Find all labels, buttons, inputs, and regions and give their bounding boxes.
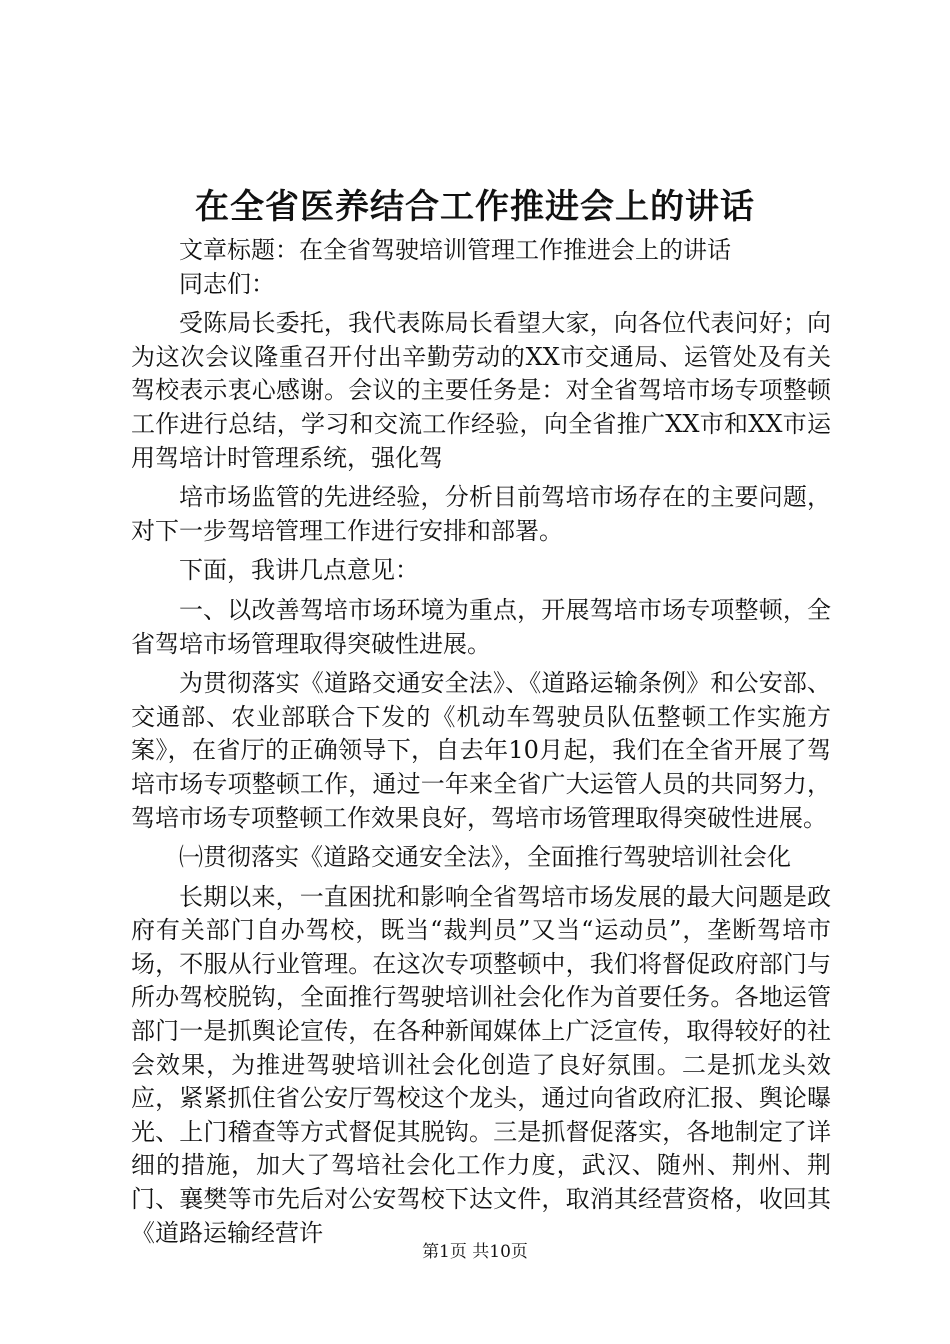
paragraph: 为贯彻落实《道路交通安全法》、《道路运输条例》和公安部、交通部、农业部联合下发的《机动车驾驶员队伍整顿工作实施方案》，在省厅的正确领导下，自去年10月起，我们在全省开展了驾培市场专项整顿工作，通过一年来全省广大运管人员的共同努力，驾培市场专项整顿工作效果良好，驾培市场管理取得突破性进展。: [131, 669, 831, 832]
document-title: 在全省医养结合工作推进会上的讲话: [195, 187, 755, 227]
subsection-heading: ㈠贯彻落实《道路交通安全法》，全面推行驾驶培训社会化: [179, 843, 791, 872]
paragraph: 受陈局长委托，我代表陈局长看望大家，向各位代表问好；向为这次会议隆重召开付出辛勤劳动的XX市交通局、运管处及有关驾校表示衷心感谢。会议的主要任务是：对全省驾培市场专项整顿工作进行总结，学习和交流工作经验，向全省推广XX市和XX市运用驾培计时管理系统，强化驾: [131, 309, 831, 472]
paragraph: 下面，我讲几点意见：: [179, 556, 419, 585]
page-number-footer: 第1页 共10页: [422, 1242, 528, 1262]
paragraph-salutation: 同志们：: [179, 269, 275, 298]
paragraph-article-heading: 文章标题：在全省驾驶培训管理工作推进会上的讲话: [179, 236, 731, 264]
document-body: [131, 234, 831, 1250]
section-heading: 一、以改善驾培市场环境为重点，开展驾培市场专项整顿，全省驾培市场管理取得突破性进展。: [131, 595, 831, 658]
paragraph: 培市场监管的先进经验，分析目前驾培市场存在的主要问题，对下一步驾培管理工作进行安排和部署。: [131, 483, 831, 545]
paragraph: 长期以来，一直困扰和影响全省驾培市场发展的最大问题是政府有关部门自办驾校，既当“裁判员”又当“运动员”，垄断驾培市场，不服从行业管理。在这次专项整顿中，我们将督促政府部门与所办驾校脱钩，全面推行驾驶培训社会化作为首要任务。各地运管部门一是抓舆论宣传，在各种新闻媒体上广泛宣传，取得较好的社会效果，为推进驾驶培训社会化创造了良好氛围。二是抓龙头效应，紧紧抓住省公安厅驾校这个龙头，通过向省政府汇报、舆论曝光、上门稽查等方式督促其脱钩。三是抓督促落实，各地制定了详细的措施，加大了驾培社会化工作力度，武汉、随州、荆州、荆门、襄樊等市先后对公安驾校下达文件，取消其经营资格，收回其《道路运输经营许: [131, 882, 831, 1247]
